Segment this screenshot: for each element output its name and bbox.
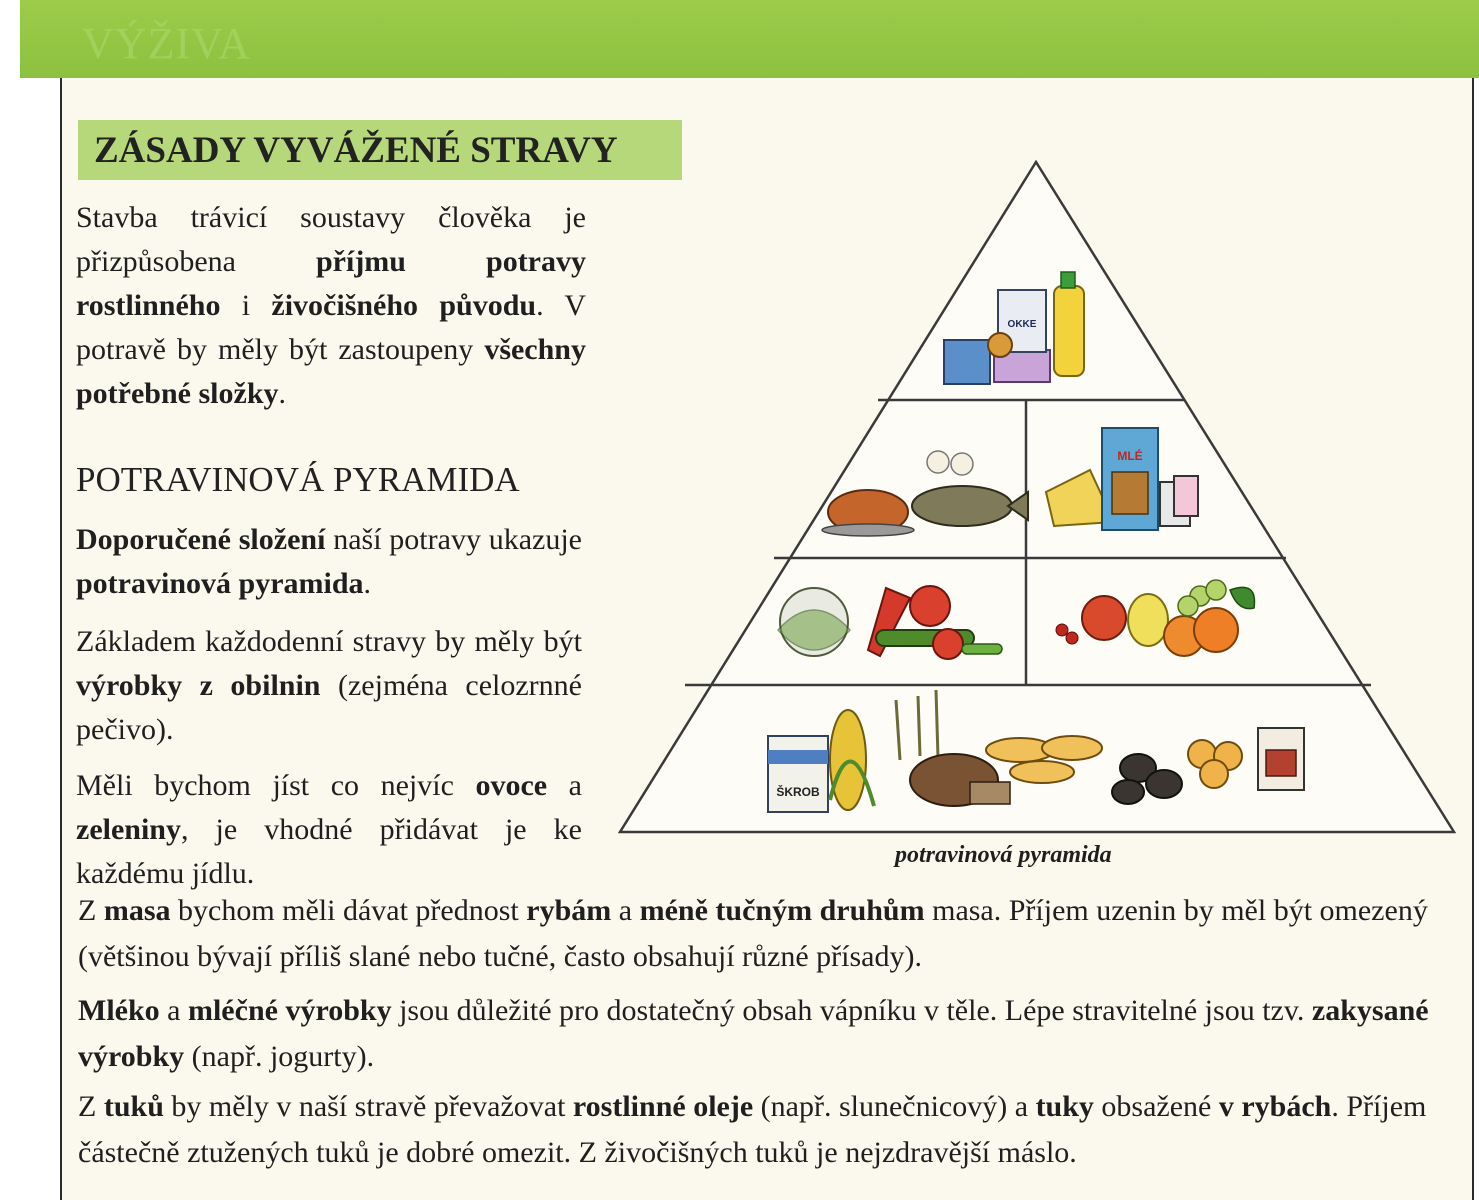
p3-run: a [547,769,582,802]
pudding [988,333,1012,357]
p6-run: v rybách [1218,1090,1332,1123]
p1-run: . [363,567,372,600]
egg-1 [927,451,949,473]
subheading: POTRAVINOVÁ PYRAMIDA [76,460,520,499]
plate [822,524,914,536]
bun-3 [1200,760,1228,788]
intro-run: všechny potřebné složky [76,333,586,410]
fish [912,486,1012,526]
p3-run: , je vhodné přidávat je ke každému jídlu. [76,813,582,890]
intro-run: Stavba trávicí soustavy člověka je přizpůsobena [76,201,586,278]
p4-run: masa. Příjem uzenin by měl být omezený (většinou bývají příliš slané nebo tučné, často obsahují různé přísady). [78,894,1428,973]
wheat-3 [936,690,938,758]
p3-run: ovoce [475,769,548,802]
intro-run: . [278,377,286,410]
p5-run: mléčné výrobky [187,994,392,1027]
grape-2 [1206,580,1226,600]
intro-run: i [220,289,272,322]
p4-run: méně tučným druhům [639,894,925,927]
flour-bag [768,736,828,812]
p6-run: tuků [103,1090,164,1123]
paragraph-dairy [78,988,1450,1080]
p2-run: (zejména celozrnné pečivo). [76,669,582,746]
tomato [910,586,950,626]
p5-run: (např. jogurty). [184,1040,375,1073]
pear [1128,594,1168,646]
currant-2 [1066,632,1078,644]
p6-run: rostlinné oleje [572,1090,754,1123]
butter-box [944,340,990,384]
roll-2 [1042,736,1102,760]
heading-box [78,120,682,180]
wheat-2 [918,696,920,756]
grape-3 [1178,596,1198,616]
milk-carton-label: OKKE [1007,319,1037,330]
p4-run: bychom měli dávat přednost [170,894,527,927]
juice-box-label: MLÉ [1117,449,1143,463]
pea-pod [962,644,1002,654]
paragraph-meat [78,888,1450,980]
p4-run: Z [78,894,104,927]
apple [1082,596,1126,640]
oil-bottle [1054,286,1084,376]
oil-cap [1061,272,1075,288]
p4-run: a [611,894,640,927]
section-title: VÝŽIVA [82,19,251,68]
p4-run: masa [103,894,171,927]
p1-run: naší potravy ukazuje [325,523,583,556]
intro-run: příjmu potravy rostlinného [76,245,586,322]
juice-box-picture [1112,472,1148,514]
orange-2 [1194,608,1238,652]
flour-bag-stripe [768,750,828,764]
flour-bag-label: ŠKROB [776,785,820,799]
egg-2 [951,453,973,475]
p6-run: . Příjem částečně ztužených tuků je dobré omezit. Z živočišných tuků je nejzdravější máslo. [78,1090,1427,1169]
p6-run: tuky [1035,1090,1094,1123]
p1-run: potravinová pyramida [76,567,364,600]
intro-paragraph [76,196,586,416]
pasta-box-window [1266,750,1296,776]
p2-run: Základem každodenní stravy by měly být [76,625,582,658]
roll-3 [1010,761,1074,783]
page-heading: ZÁSADY VYVÁŽENÉ STRAVY [94,129,618,171]
intro-run: živočišného původu [271,289,537,322]
currant-1 [1056,624,1068,636]
paragraph-fats [78,1084,1450,1176]
potato-3 [1112,780,1144,804]
yogurt-cup-2 [1174,476,1198,516]
food-pyramid-illustration [618,160,1458,840]
p2-run: výrobky z obilnin [76,669,321,702]
p5-run: zakysané výrobky [78,994,1429,1073]
bread-slices [970,782,1010,804]
p6-run: (např. slunečnicový) a [753,1090,1036,1123]
intro-run: . V potravě by měly být zastoupeny [76,289,586,366]
p5-run: jsou důležité pro dostatečný obsah vápníku v těle. Lépe stravitelné jsou tzv. [391,994,1312,1027]
p3-run: Měli bychom jíst co nejvíc [76,769,476,802]
pyramid-caption: potravinová pyramida [895,842,1112,868]
p5-run: a [159,994,188,1027]
p1-run: Doporučené složení [76,523,326,556]
p5-run: Mléko [78,994,160,1027]
paragraph-composition [76,518,582,606]
paragraph-fruit-vegetables [76,764,582,896]
paragraph-cereals [76,620,582,752]
potato-2 [1146,770,1182,798]
p3-run: zeleniny [76,813,181,846]
p6-run: by měly v naší stravě převažovat [163,1090,573,1123]
p4-run: rybám [526,894,612,927]
p6-run: obsažené [1093,1090,1219,1123]
small-tomato [933,629,963,659]
p6-run: Z [78,1090,104,1123]
